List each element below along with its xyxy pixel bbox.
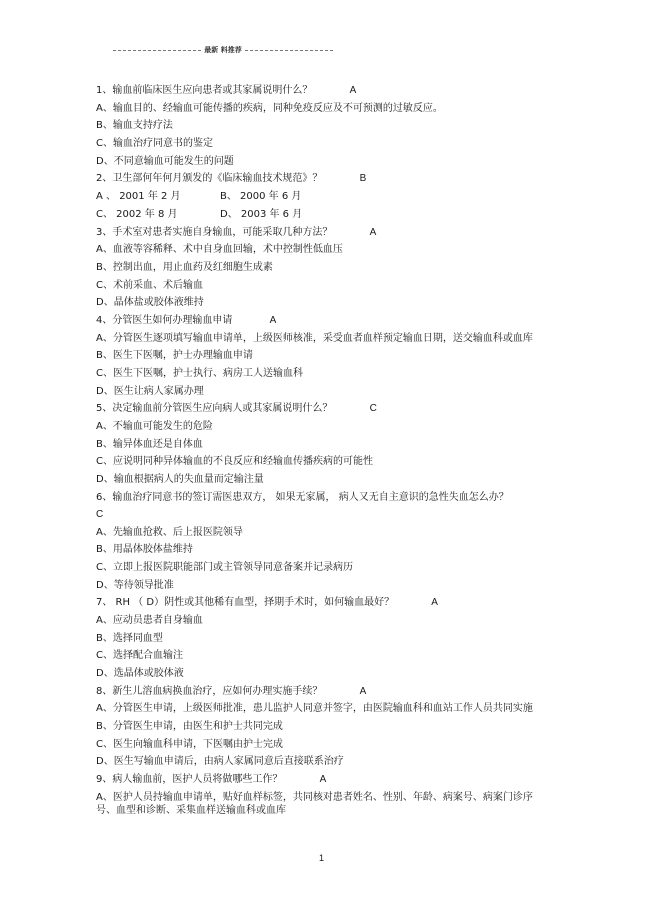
page-number: 1	[319, 853, 325, 863]
question-6	[96, 491, 536, 521]
option: A、不输血可能发生的危险	[96, 421, 213, 433]
question-9	[96, 773, 536, 786]
question-text: 2、卫生部何年何月颁发的《临床输血技术规范》？	[96, 173, 323, 185]
option: D、医生写输血申请后，由病人家属同意后直接联系治疗	[96, 756, 344, 768]
question-answer: A	[431, 597, 438, 609]
question-answer: A	[359, 685, 367, 697]
question-7	[96, 596, 536, 609]
option: A、应动员患者自身输血	[96, 614, 203, 626]
option: A、医护人员持输血申请单，贴好血样标签，共同核对患者姓名、性别、年龄、病案号、病案门诊序号、血型和诊断、采集血样送输血科或血库	[96, 791, 533, 816]
page-header	[113, 45, 333, 55]
question-text: 1、输血前临床医生应向患者或其家属说明什么？	[96, 85, 313, 96]
option: D、等待领导批准	[96, 579, 174, 591]
option: D、晶体盐或胶体液维持	[96, 297, 204, 309]
option: C、输血治疗同意书的鉴定	[96, 138, 213, 150]
option: B、分管医生申请，由医生和护士共同完成	[96, 721, 283, 733]
option: B、 2000 年 6 月	[220, 191, 302, 203]
header-divider-left	[113, 50, 201, 51]
option: C、 2002 年 8 月	[96, 208, 178, 220]
question-3	[96, 226, 536, 239]
question-2	[96, 172, 536, 185]
option: A 、 2001 年 2 月	[96, 191, 181, 203]
header-title: 最新 料推荐	[204, 46, 242, 54]
question-answer: A	[349, 85, 357, 96]
question-list	[96, 84, 536, 822]
option-row	[96, 190, 536, 203]
question-text: 5、决定输血前分管医生应向病人或其家属说明什么？	[96, 403, 333, 415]
question-answer: A	[319, 774, 327, 786]
question-text: 4、分管医生如何办理输血申请	[96, 314, 233, 326]
option: B、输异体血还是自体血	[96, 438, 203, 450]
question-5	[96, 402, 536, 415]
option: B、用晶体胶体盐维持	[96, 544, 193, 556]
option: C、医生下医嘱，护士执行、病房工人送输血科	[96, 368, 303, 379]
question-answer: C	[369, 403, 377, 415]
header-divider-right	[245, 50, 333, 51]
question-8	[96, 685, 536, 698]
question-text: 8、新生儿溶血病换血治疗，应如何办理实施手续？	[96, 685, 323, 697]
option: C、选择配合血输注	[96, 650, 183, 662]
question-answer: B	[359, 173, 367, 185]
option: D、不同意输血可能发生的问题	[96, 155, 234, 167]
option: C、术前采血、术后输血	[96, 279, 203, 291]
question-text: 6、输血治疗同意书的签订需医患双方， 如果无家属， 病人又无自主意识的急性失血怎么办？	[96, 491, 509, 503]
option: D、选晶体或胶体液	[96, 668, 184, 679]
option: C、立即上报医院职能部门或主管领导同意备案并记录病历	[96, 561, 353, 573]
option: A、分管医生逐项填写输血申请单，上级医师核准，采受血者血样预定输血日期，送交输血科或血库	[96, 332, 533, 344]
option: D、 2003 年 6 月	[220, 208, 303, 220]
question-1	[96, 84, 536, 97]
option: C、应说明同种异体输血的不良反应和经输血传播疾病的可能性	[96, 456, 373, 468]
question-text: 7、 RH （ D）阴性或其他稀有血型，择期手术时，如何输血最好？	[96, 597, 395, 609]
option: B、医生下医嘱，护士办理输血申请	[96, 350, 253, 362]
question-text: 3、手术室对患者实施自身输血，可能采取几种方法？	[96, 226, 333, 238]
question-4	[96, 314, 536, 327]
option: B、控制出血，用止血药及红细胞生成素	[96, 261, 273, 273]
question-answer: A	[269, 314, 277, 326]
question-answer: A	[369, 226, 377, 238]
option: A、输血目的、经输血可能传播的疾病，同种免疫反应及不可预测的过敏反应。	[96, 102, 443, 114]
option: A、先输血抢救、后上报医院领导	[96, 526, 243, 538]
question-answer: C	[96, 508, 104, 520]
question-text: 9、病人输血前，医护人员将做哪些工作？	[96, 774, 283, 786]
option-row	[96, 208, 536, 221]
option: D、医生让病人家属办理	[96, 385, 204, 397]
option: D、输血根据病人的失血量而定输注量	[96, 474, 264, 486]
option: A、分管医生申请，上级医师批准，患儿监护人同意并签字，由医院输血科和血站工作人员共同实施	[96, 703, 533, 715]
option: C、医生向输血科申请，下医嘱由护士完成	[96, 738, 283, 750]
option: A、血液等容稀释、术中自身血回输，术中控制性低血压	[96, 244, 343, 256]
option: B、输血支持疗法	[96, 120, 173, 132]
option: B、选择同血型	[96, 632, 163, 644]
